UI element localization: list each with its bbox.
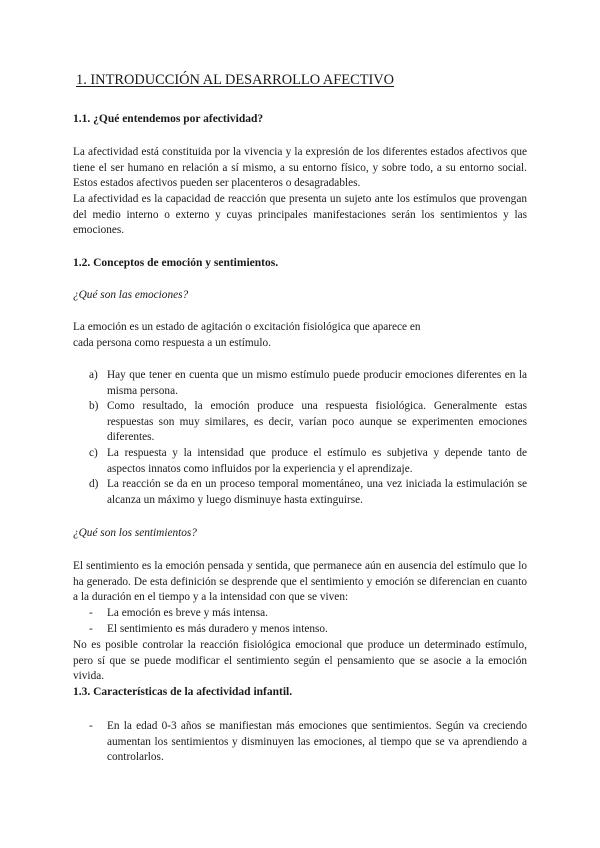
list-item xyxy=(73,368,527,399)
emotion-definition xyxy=(73,320,527,351)
dash-marker: - xyxy=(89,622,93,635)
feeling-control-paragraph: No es posible controlar la reacción fisiológica emocional que produce un determinado estímulo, pero sí que se puede modificar el sentimiento según el pensamiento que se asocie a la emoción vivida. xyxy=(73,639,527,683)
list-item-text: La emoción es breve y más intensa. xyxy=(107,607,268,619)
list-item xyxy=(73,622,527,638)
emotion-characteristics-list xyxy=(73,368,527,508)
list-item xyxy=(73,477,527,508)
emotion-definition-line-2: cada persona como respuesta a un estímulo. xyxy=(73,336,271,349)
list-item-text: El sentimiento es más duradero y menos intenso. xyxy=(107,622,328,635)
section-1-3-heading: 1.3. Características de la afectividad infantil. xyxy=(73,686,293,698)
list-item xyxy=(73,719,527,766)
question-emotions: ¿Qué son las emociones? xyxy=(73,289,189,301)
question-feelings: ¿Qué son los sentimientos? xyxy=(73,527,197,539)
list-marker: d) xyxy=(89,478,99,491)
section-1-1-heading: 1.1. ¿Qué entendemos por afectividad? xyxy=(73,113,264,125)
list-item-text: Como resultado, la emoción produce una respuesta fisiológica. Generalmente estas respuestas son muy similares, es decir, varían poco aunque se experimenten emociones diferentes. xyxy=(107,400,527,444)
list-item-text: La reacción se da en un proceso temporal momentáneo, una vez iniciada la estimulación se alcanza un máximo y luego disminuye hasta extinguirse. xyxy=(107,478,527,506)
list-item xyxy=(73,399,527,446)
list-item-text: En la edad 0-3 años se manifiestan más emociones que sentimientos. Según va creciendo aumentan los sentimientos y disminuyen las emociones, al tiempo que se va aprendiendo a controlarlos. xyxy=(107,720,527,764)
dash-marker: - xyxy=(89,607,93,619)
section-1-1-paragraph-1: La afectividad está constituida por la vivencia y la expresión de los diferentes estados afectivos que tiene el ser humano en relación a sí mismo, a su entorno físico, y sobre todo, a su entorno social. Estos estados afectivos pueden ser placenteros o desagradables. xyxy=(73,146,527,190)
list-item-text: Hay que tener en cuenta que un mismo estímulo puede producir emociones diferentes en la misma persona. xyxy=(107,369,527,397)
list-item-text: La respuesta y la intensidad que produce el estímulo es subjetiva y depende tanto de aspectos innatos como influidos por la experiencia y el aprendizaje. xyxy=(107,446,527,475)
list-item xyxy=(73,606,527,622)
list-marker: b) xyxy=(89,400,99,413)
feeling-definition: El sentimiento es la emoción pensada y sentida, que permanece aún en ausencia del estímulo que lo ha generado. De esta definición se desprende que el sentimiento y emoción se diferencian en cuanto a la duración en el tiempo y a la intensidad con que se viven: xyxy=(73,560,527,604)
emotion-vs-feeling-list xyxy=(73,606,527,637)
infant-affectivity-list xyxy=(73,719,527,766)
list-marker: a) xyxy=(89,369,98,381)
document-title: 1. INTRODUCCIÓN AL DESARROLLO AFECTIVO xyxy=(76,72,395,88)
list-item xyxy=(73,446,527,477)
section-1-2-heading: 1.2. Conceptos de emoción y sentimientos. xyxy=(73,257,279,269)
list-marker: c) xyxy=(89,446,98,459)
emotion-definition-line-1: La emoción es un estado de agitación o excitación fisiológica que aparece en xyxy=(73,321,421,333)
section-1-1-paragraph-2: La afectividad es la capacidad de reacción que presenta un sujeto ante los estímulos que provengan del medio interno o externo y cuyas principales manifestaciones serán los sentimientos y las emociones. xyxy=(73,193,527,237)
dash-marker: - xyxy=(89,720,93,732)
